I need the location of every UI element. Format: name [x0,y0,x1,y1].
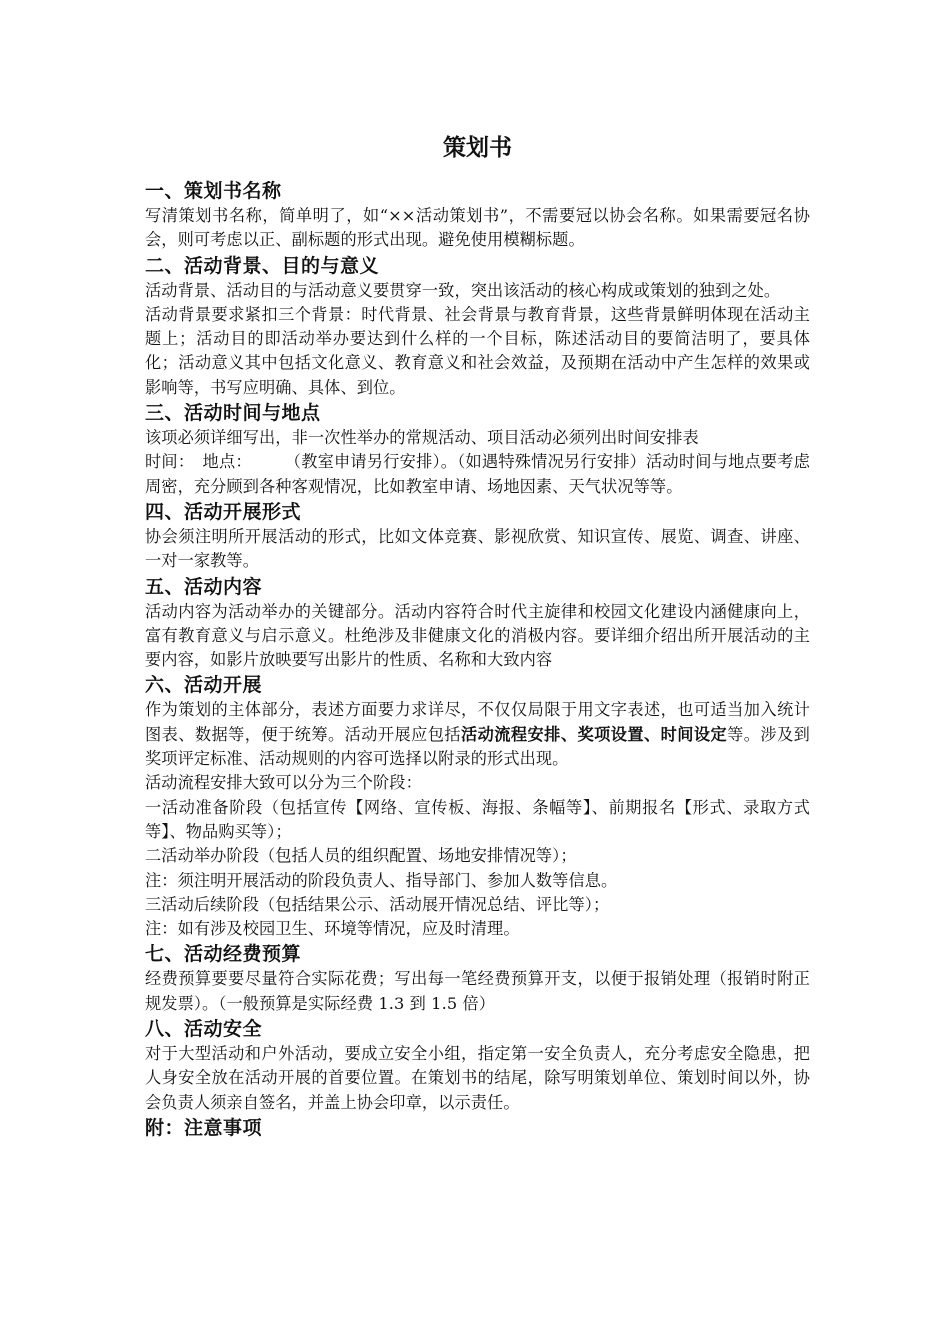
section-6 [145,672,810,941]
section-6-heading: 六、活动开展 [145,674,263,697]
bold-term-awards: 奖项设置 [577,724,644,744]
section-1-paragraph: 写清策划书名称，简单明了，如“××活动策划书”，不需要冠以协会名称。如果需要冠名协会，则可考虑以正、副标题的形式出现。避免使用模糊标题。 [145,206,810,250]
section-4 [145,499,810,574]
section-3-paragraph-2: 时间： 地点： （教室申请另行安排）。（如遇特殊情况另行安排）活动时间与地点要考虑周密，充分顾到各种客观情况，比如教室申请、场地因素、天气状况等等。 [145,452,810,496]
bold-term-process: 活动流程安排 [461,724,561,744]
section-4-heading: 四、活动开展形式 [145,500,302,523]
section-8-paragraph: 对于大型活动和户外活动，要成立安全小组，指定第一安全负责人，充分考虑安全隐患，把人身安全放在活动开展的首要位置。在策划书的结尾，除写明策划单位、策划时间以外，协会负责人须亲自签名，并盖上协会印章，以示责任。 [145,1044,810,1112]
section-6-note-1: 注：须注明开展活动的阶段负责人、指导部门、参加人数等信息。 [145,870,618,890]
appendix-heading: 附：注意事项 [145,1116,263,1139]
section-8-heading: 八、活动安全 [145,1018,263,1041]
section-1-heading: 一、策划书名称 [145,180,282,202]
bold-separator-1: 、 [560,724,578,744]
section-6-text-a: 作为策划的主体部分，表述方面要力求详尽，不仅仅局限于用文字表述，也可适当加入统计图表、数据等，便于统筹。活动开展应包括 [145,700,810,744]
document-title: 策划书 [443,134,512,161]
section-3-heading: 三、活动时间与地点 [145,402,321,425]
section-6-paragraph-2: 活动流程安排大致可以分为三个阶段： [145,773,422,793]
section-5-paragraph: 活动内容为活动举办的关键部分。活动内容符合时代主旋律和校园文化建设内涵健康向上，富有教育意义与启示意义。杜绝涉及非健康文化的消极内容。要详细介绍出所开展活动的主要内容，如影片放映要写出影片的性质、名称和大致内容 [145,601,810,670]
section-5-heading: 五、活动内容 [145,575,263,598]
bold-separator-2: 、 [643,724,661,744]
section-2 [145,253,810,400]
section-2-paragraph-1: 活动背景、活动目的与活动意义要贯穿一致，突出该活动的核心构成或策划的独到之处。 [145,280,781,300]
section-6-text-c: 等。涉及到奖项评定标准、活动规则的内容可选择以附录的形式出现。 [145,724,810,769]
section-3 [145,400,810,499]
section-6-stage-3: 三活动后续阶段（包括结果公示、活动展开情况总结、评比等）； [145,894,610,914]
section-6-stage-1: 一活动准备阶段（包括宣传【网络、宣传板、海报、条幅等】、前期报名【形式、录取方式等】、物品购买等）； [145,797,810,841]
appendix [145,1115,810,1141]
document-page [145,130,810,1141]
section-7-heading: 七、活动经费预算 [145,943,302,966]
section-6-note-2: 注：如有涉及校园卫生、环境等情况，应及时清理。 [145,919,520,939]
bold-term-time: 时间设定 [660,724,728,744]
section-6-paragraph-1 [145,698,810,771]
section-7-paragraph: 经费预算要要尽量符合实际花费；写出每一笔经费预算开支，以便于报销处理（报销时附正规发票）。（一般预算是实际经费 1.3 到 1.5 倍） [145,969,810,1013]
section-3-paragraph-1: 该项必须详细写出，非一次性举办的常规活动、项目活动必须列出时间安排表 [145,428,699,448]
section-8 [145,1016,810,1115]
section-2-heading: 二、活动背景、目的与意义 [145,254,380,277]
section-6-stage-2: 二活动举办阶段（包括人员的组织配置、场地安排情况等）； [145,846,577,866]
section-4-paragraph: 协会须注明所开展活动的形式，比如文体竞赛、影视欣赏、知识宣传、展览、调查、讲座、一对一家教等。 [145,526,810,571]
section-2-paragraph-2: 活动背景要求紧扣三个背景：时代背景、社会背景与教育背景，这些背景鲜明体现在活动主题上；活动目的即活动举办要达到什么样的一个目标，陈述活动目的要简洁明了，要具体化；活动意义其中包括文化意义、教育意义和社会效益，及预期在活动中产生怎样的效果或影响等，书写应明确、具体、到位。 [145,304,810,397]
section-5 [145,574,810,673]
section-7 [145,941,810,1016]
section-1 [145,178,810,253]
